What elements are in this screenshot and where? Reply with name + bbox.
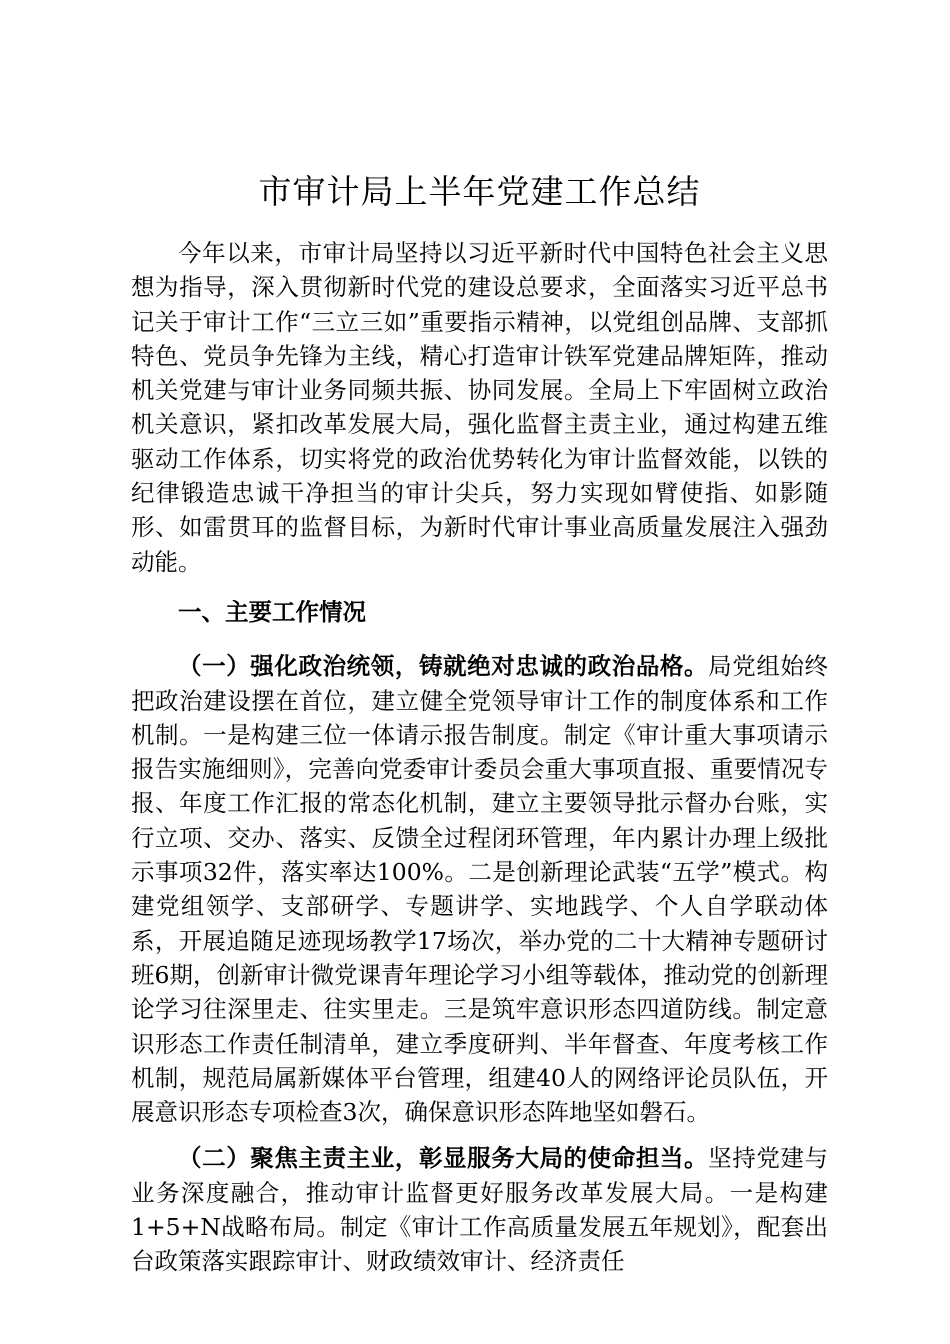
item-one-paragraph (131, 649, 828, 1129)
document-page (131, 168, 828, 1291)
item-two-lead: （二）聚焦主责主业，彰显服务大局的使命担当。 (178, 1144, 709, 1173)
item-two-body: 坚持党建与业务深度融合，推动审计监督更好服务改革发展大局。一是构建1+5+N战略布局。制定《审计工作高质量发展五年规划》，配套出台政策落实跟踪审计、财政绩效审计、经济责任 (131, 1144, 829, 1276)
item-two-paragraph (131, 1141, 828, 1278)
item-one-body: 局党组始终把政治建设摆在首位，建立健全党领导审计工作的制度体系和工作机制。一是构建三位一体请示报告制度。制定《审计重大事项请示报告实施细则》，完善向党委审计委员会重大事项直报、重要情况专报、年度工作汇报的常态化机制，建立主要领导批示督办台账，实行立项、交办、落实、反馈全过程闭环管理，年内累计办理上级批示事项32件，落实率达100%。二是创新理论武装“五学”模式。构建党组领学、支部研学、专题讲学、实地践学、个人自学联动体系，开展追随足迹现场教学17场次，举办党的二十大精神专题研讨班6期，创新审计微党课青年理论学习小组等载体，推动党的创新理论学习往深里走、往实里走。三是筑牢意识形态四道防线。制定意识形态工作责任制清单，建立季度研判、半年督查、年度考核工作机制，规范局属新媒体平台管理，组建40人的网络评论员队伍，开展意识形态专项检查3次，确保意识形态阵地坚如磐石。 (131, 652, 829, 1127)
intro-paragraph: 今年以来，市审计局坚持以习近平新时代中国特色社会主义思想为指导，深入贯彻新时代党的建设总要求，全面落实习近平总书记关于审计工作“三立三如”重要指示精神，以党组创品牌、支部抓特色、党员争先锋为主线，精心打造审计铁军党建品牌矩阵，推动机关党建与审计业务同频共振、协同发展。全局上下牢固树立政治机关意识，紧扣改革发展大局，强化监督主责主业，通过构建五维驱动工作体系，切实将党的政治优势转化为审计监督效能，以铁的纪律锻造忠诚干净担当的审计尖兵，努力实现如臂使指、如影随形、如雷贯耳的监督目标，为新时代审计事业高质量发展注入强劲动能。 (131, 239, 828, 576)
document-title: 市审计局上半年党建工作总结 (258, 172, 701, 211)
item-one-lead: （一）强化政治统领，铸就绝对忠诚的政治品格。 (178, 652, 709, 681)
section-heading: 一、主要工作情况 (178, 597, 366, 626)
